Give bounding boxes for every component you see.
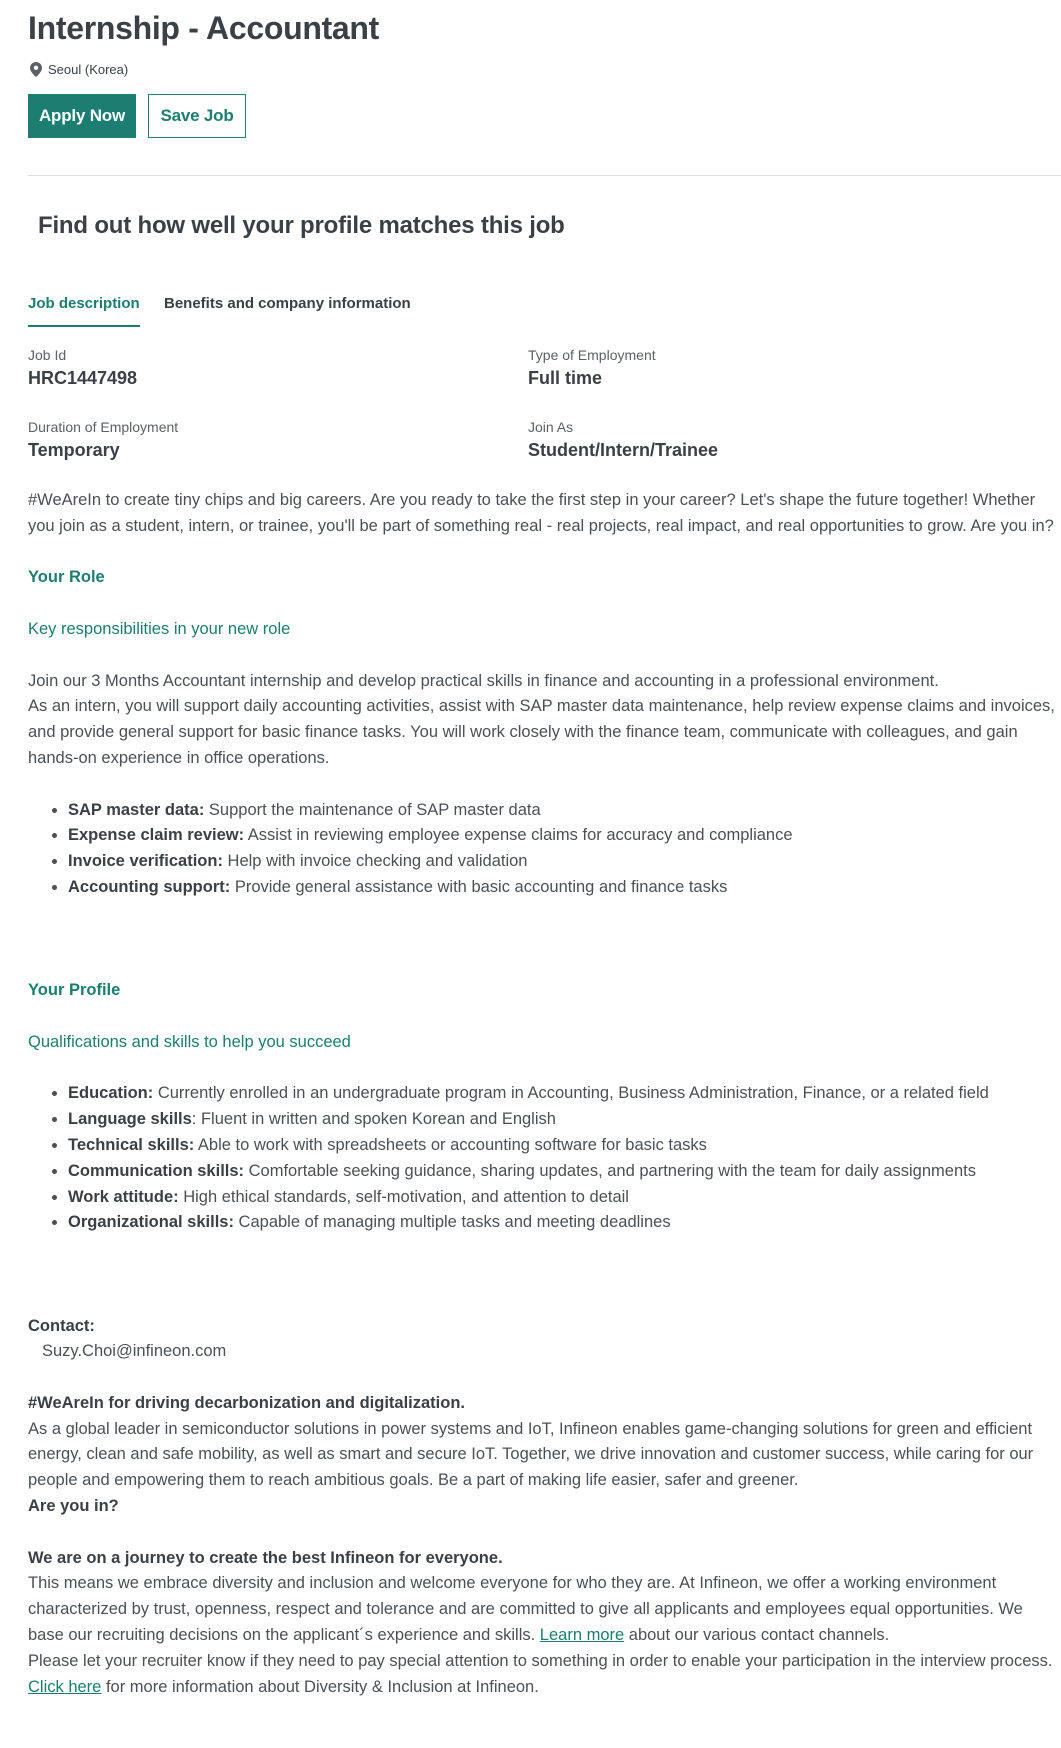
company-heading: #WeAreIn for driving decarbonization and digitalization. [28,1393,465,1412]
job-title: Internship - Accountant [28,10,380,46]
job-id-value: HRC1447498 [28,368,138,388]
map-pin-icon [30,62,42,77]
tab-benefits-company-info[interactable]: Benefits and company information [164,295,411,312]
are-you-in: Are you in? [28,1497,119,1516]
your-profile-heading: Your Profile [28,981,121,1000]
job-id-label: Job Id [28,347,67,363]
list-item: • Work attitude: High ethical standards, self-motivation, and attention to detail [68,1185,1058,1211]
qualifications-list [28,1081,1058,1236]
employment-type-value: Full time [528,368,603,388]
click-here-link[interactable]: Click here [28,1677,102,1696]
list-item: • Technical skills: Able to work with spreadsheets or accounting software for basic tasks [68,1133,1058,1159]
list-item: • SAP master data: Support the maintenance of SAP master data [68,798,1058,824]
recruiter-note: Please let your recruiter know if they need to pay special attention to something in order to enable your participation in the interview process. [28,1651,1053,1670]
duration-label: Duration of Employment [28,419,179,435]
diversity-info: Click here for more information about Diversity & Inclusion at Infineon. [28,1677,539,1696]
intro-paragraph: #WeAreIn to create tiny chips and big careers. Are you ready to take the first step in your career? Let's shape the future together! Whether you join as a student, intern, or trainee, you'll be part of something real - real projects, real impact, and real opportunities to grow. Are you in? [28,491,1054,535]
learn-more-link[interactable]: Learn more [539,1626,625,1645]
role-paragraph-1: Join our 3 Months Accountant internship and develop practical skills in finance and accounting in a professional environment. [28,671,939,690]
company-paragraph: As a global leader in semiconductor solutions in power systems and IoT, Infineon enables game-changing solutions for green and efficient energy, clean and safe mobility, as well as smart and secure IoT. Together, we drive innovation and customer success, while caring for our people and empowering them to reach ambitious goals. Be a part of making life easier, safer and greener. [28,1419,1034,1490]
your-profile-subheading: Qualifications and skills to help you succeed [28,1032,351,1051]
employment-type-label: Type of Employment [528,347,656,363]
list-item: • Expense claim review: Assist in reviewing employee expense claims for accuracy and compliance [68,823,1058,849]
list-item: • Accounting support: Provide general assistance with basic accounting and finance tasks [68,875,1058,901]
list-item: • Education: Currently enrolled in an undergraduate program in Accounting, Business Administration, Finance, or a related field [68,1081,1058,1107]
list-item: • Organizational skills: Capable of managing multiple tasks and meeting deadlines [68,1210,1058,1236]
contact-label: Contact: [28,1316,95,1335]
job-description-content [28,488,1058,1700]
job-location [30,62,128,77]
contact-email: Suzy.Choi@infineon.com [42,1342,227,1361]
duration-value: Temporary [28,440,120,460]
header-divider [28,175,1061,176]
diversity-paragraph: This means we embrace diversity and inclusion and welcome everyone for who they are. At Infineon, we offer a working environment characterized by trust, openness, respect and tolerance and are committed to give all applicants and employees equal opportunities. We base our recruiting decisions on the applicant´s experience and skills. Learn more about our various contact channels. [28,1574,1023,1645]
your-role-subheading: Key responsibilities in your new role [28,619,291,638]
apply-now-button[interactable]: Apply Now [28,94,136,138]
save-job-button[interactable]: Save Job [148,94,246,138]
role-paragraph-2: As an intern, you will support daily accounting activities, assist with SAP master data maintenance, help review expense claims and invoices, and provide general support for basic finance tasks. You will work closely with the finance team, communicate with colleagues, and gain hands-on experience in office operations. [28,697,1055,767]
location-text: Seoul (Korea) [48,62,129,77]
responsibilities-list [28,798,1058,901]
list-item: • Invoice verification: Help with invoice checking and validation [68,849,1058,875]
diversity-heading: We are on a journey to create the best Infineon for everyone. [28,1548,503,1567]
join-as-label: Join As [528,419,574,435]
profile-match-heading: Find out how well your profile matches this job [38,212,565,239]
list-item: • Communication skills: Comfortable seeking guidance, sharing updates, and partnering with the team for daily assignments [68,1159,1058,1185]
tab-job-description[interactable]: Job description [28,295,140,327]
your-role-heading: Your Role [28,568,105,587]
join-as-value: Student/Intern/Trainee [528,440,719,460]
list-item: • Language skills: Fluent in written and spoken Korean and English [68,1107,1058,1133]
